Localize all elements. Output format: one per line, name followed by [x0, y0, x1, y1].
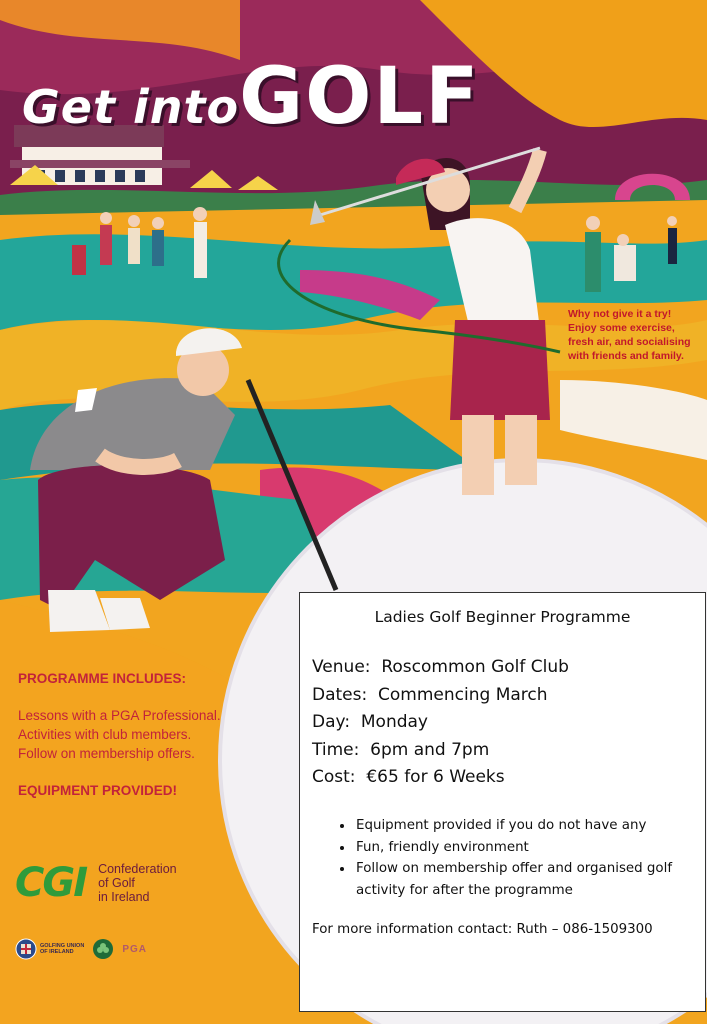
bullet-item: • Fun, friendly environment — [354, 837, 707, 859]
cgi-logo-text — [98, 862, 177, 904]
equipment-provided-note: EQUIPMENT PROVIDED! — [18, 783, 178, 798]
cgi-name-line: Confederation — [98, 862, 177, 876]
detail-label: Day: — [312, 712, 351, 732]
detail-time — [312, 737, 569, 765]
contact-info: For more information contact: Ruth – 086-1509300 — [312, 922, 653, 937]
detail-value: 6pm and 7pm — [370, 739, 490, 760]
cgi-name-line: in Ireland — [98, 890, 150, 904]
shamrock-emblem-icon — [92, 938, 114, 960]
tagline — [568, 307, 702, 363]
detail-day — [312, 709, 569, 737]
programme-info-box — [299, 592, 706, 1012]
programme-bullets — [330, 815, 707, 901]
cgi-logo — [15, 860, 177, 906]
detail-label: Time: — [312, 739, 360, 760]
includes-item: Follow on membership offers. — [18, 746, 195, 761]
headline-get-into: Get into — [22, 80, 240, 134]
gui-text-line: GOLFING UNION — [40, 943, 85, 949]
detail-label: Venue: — [312, 657, 371, 677]
programme-title: Ladies Golf Beginner Programme — [374, 608, 631, 626]
includes-heading: PROGRAMME INCLUDES: — [18, 671, 186, 686]
golfing-union-crest-icon — [15, 938, 37, 960]
programme-includes — [18, 669, 278, 800]
detail-value: Roscommon Golf Club — [381, 657, 569, 677]
cgi-name-line: of Golf — [98, 876, 135, 890]
tagline-line: Why not give it a try! — [568, 308, 672, 320]
cgi-logo-mark: CGI — [15, 860, 87, 906]
includes-item: Lessons with a PGA Professional. — [18, 708, 221, 723]
bullet-item: • Follow on membership offer and organised golf activity for after the programme — [354, 858, 707, 901]
programme-details — [312, 654, 569, 792]
includes-item: Activities with club members. — [18, 727, 192, 742]
detail-value: €65 for 6 Weeks — [366, 767, 505, 787]
detail-value: Commencing March — [378, 684, 548, 705]
tagline-line: fresh air, and socialising — [568, 336, 691, 348]
detail-value: Monday — [360, 712, 428, 732]
detail-label: Dates: — [312, 684, 368, 705]
golfing-union-logo — [15, 938, 84, 960]
pga-logo: PGA — [122, 943, 147, 955]
tagline-line: with friends and family. — [568, 350, 684, 362]
gui-text-line: OF IRELAND — [40, 949, 74, 955]
detail-venue — [312, 654, 569, 682]
tagline-line: Enjoy some exercise, — [568, 322, 675, 334]
detail-label: Cost: — [312, 767, 356, 787]
detail-dates — [312, 682, 569, 710]
bullet-item: • Equipment provided if you do not have any — [354, 815, 707, 837]
detail-cost — [312, 764, 569, 792]
poster-headline — [22, 52, 480, 142]
partner-logos — [15, 938, 147, 960]
headline-golf: GOLF — [239, 52, 481, 142]
